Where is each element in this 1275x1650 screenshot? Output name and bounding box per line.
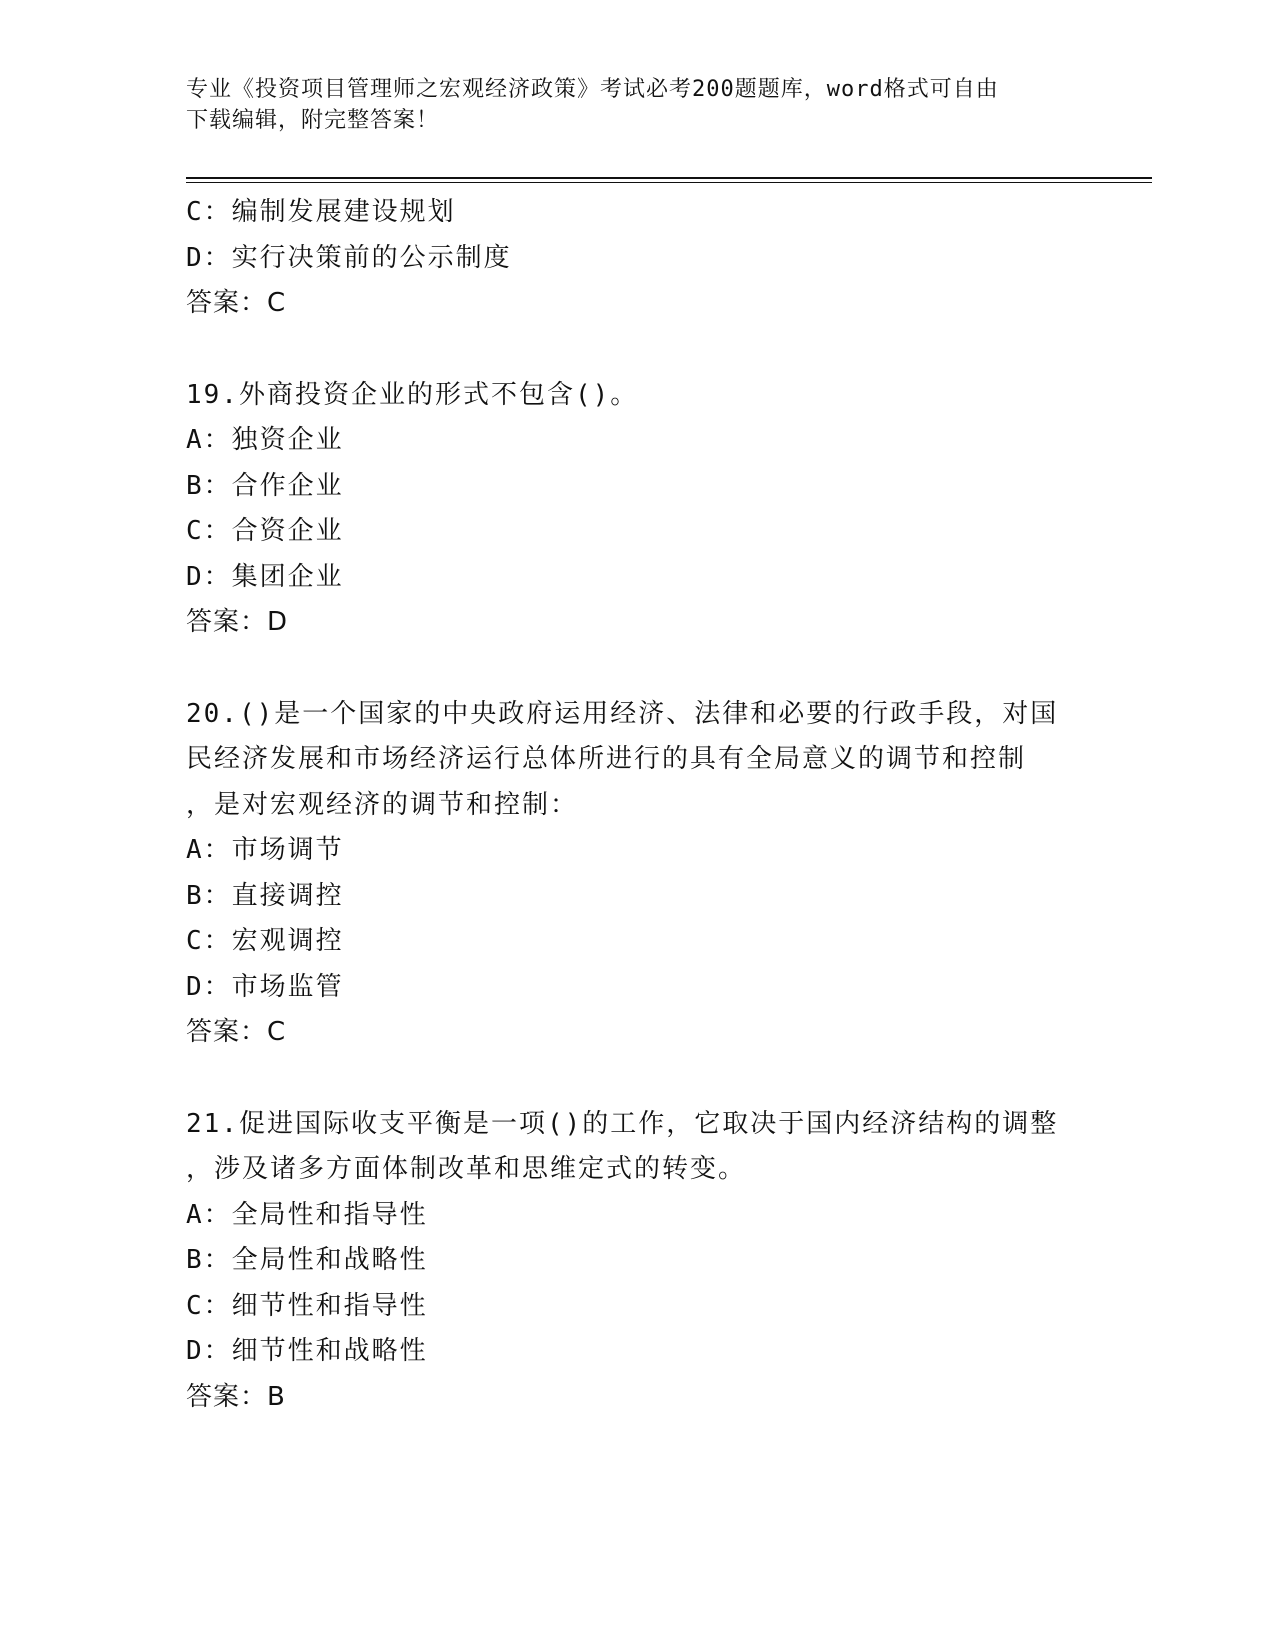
question-list: [186, 190, 1086, 1420]
question-text: 19.外商投资企业的形式不包含()。: [186, 379, 639, 410]
question-20: [186, 692, 1086, 1056]
option-a: A：独资企业: [186, 425, 344, 455]
header-line-2: 下载编辑，附完整答案！: [186, 108, 440, 133]
answer-label: 答案：: [186, 1017, 268, 1047]
option-d: D：市场监管: [186, 971, 344, 1002]
question-18-continued: [186, 190, 1086, 327]
question-gap: [186, 1056, 1086, 1102]
answer-value: C: [267, 288, 286, 318]
option-b: B：全局性和战略性: [186, 1245, 428, 1275]
answer-line: [186, 600, 1086, 646]
question-text-line-2: ，涉及诸多方面体制改革和思维定式的转变。: [186, 1154, 747, 1184]
header-line-1: 专业《投资项目管理师之宏观经济政策》考试必考200题题库，word格式可自由: [186, 77, 999, 102]
question-19: [186, 373, 1086, 646]
option-b: B：合作企业: [186, 470, 344, 501]
header-rule-thick: [186, 177, 1152, 179]
option-d: D：细节性和战略性: [186, 1336, 428, 1366]
option-d: D：实行决策前的公示制度: [186, 242, 512, 273]
answer-line: [186, 1010, 1086, 1056]
answer-label: 答案：: [186, 288, 268, 318]
answer-label: 答案：: [186, 1381, 268, 1412]
option-c: C：宏观调控: [186, 926, 344, 956]
option-c: C：细节性和指导性: [186, 1290, 428, 1321]
option-d: D：集团企业: [186, 561, 344, 592]
option-c: C：合资企业: [186, 516, 344, 546]
answer-line: [186, 281, 1086, 327]
document-header: [186, 74, 1066, 136]
question-text-line-1: 20.()是一个国家的中央政府运用经济、法律和必要的行政手段，对国: [186, 698, 1059, 729]
question-text-line-1: 21.促进国际收支平衡是一项()的工作，它取决于国内经济结构的调整: [186, 1108, 1059, 1139]
question-gap: [186, 327, 1086, 373]
option-a: A：全局性和指导性: [186, 1199, 428, 1230]
question-21: [186, 1102, 1086, 1421]
question-text-line-3: ，是对宏观经济的调节和控制：: [186, 789, 579, 820]
question-text-line-2: 民经济发展和市场经济运行总体所进行的具有全局意义的调节和控制: [186, 744, 1027, 774]
option-b: B：直接调控: [186, 880, 344, 911]
answer-line: [186, 1375, 1086, 1421]
header-rule-thin: [186, 182, 1152, 183]
answer-value: B: [267, 1381, 285, 1412]
option-a: A：市场调节: [186, 835, 344, 865]
answer-label: 答案：: [186, 607, 268, 637]
answer-value: D: [267, 607, 288, 637]
option-c: C：编制发展建设规划: [186, 197, 456, 227]
answer-value: C: [267, 1017, 286, 1047]
question-gap: [186, 646, 1086, 692]
